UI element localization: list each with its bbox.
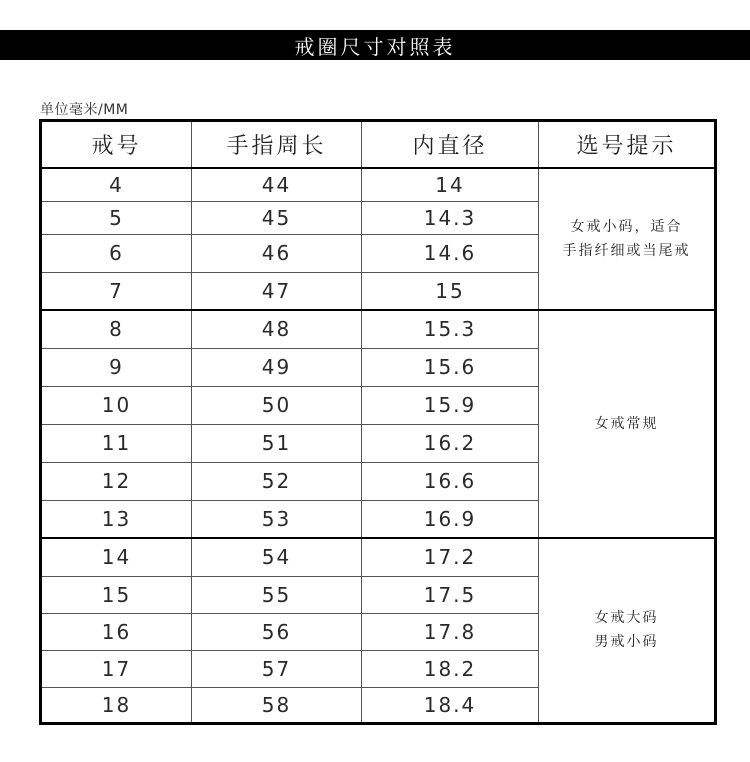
header-size-tip: 选号提示 [539, 121, 716, 169]
ring-size-cell: 8 [41, 310, 192, 348]
ring-size-cell: 5 [41, 201, 192, 234]
circumference-cell: 48 [192, 310, 362, 348]
diameter-cell: 17.8 [362, 613, 539, 650]
circumference-cell: 44 [192, 168, 362, 201]
diameter-cell: 14.3 [362, 201, 539, 234]
ring-size-cell: 13 [41, 500, 192, 538]
circumference-cell: 51 [192, 424, 362, 462]
diameter-cell: 18.2 [362, 650, 539, 687]
circumference-cell: 47 [192, 272, 362, 310]
table-row [41, 538, 716, 576]
circumference-cell: 58 [192, 687, 362, 723]
circumference-cell: 46 [192, 234, 362, 272]
ring-size-cell: 9 [41, 348, 192, 386]
diameter-cell: 17.2 [362, 538, 539, 576]
circumference-cell: 52 [192, 462, 362, 500]
diameter-cell: 15.6 [362, 348, 539, 386]
ring-size-cell: 4 [41, 168, 192, 201]
diameter-cell: 17.5 [362, 576, 539, 613]
diameter-cell: 14 [362, 168, 539, 201]
ring-size-cell: 17 [41, 650, 192, 687]
circumference-cell: 57 [192, 650, 362, 687]
diameter-cell: 14.6 [362, 234, 539, 272]
circumference-cell: 55 [192, 576, 362, 613]
size-tip-regular [539, 310, 716, 538]
unit-label: 单位毫米/MM [40, 102, 129, 118]
size-tip-large [539, 538, 716, 723]
diameter-cell: 16.6 [362, 462, 539, 500]
ring-size-cell: 15 [41, 576, 192, 613]
ring-size-cell: 7 [41, 272, 192, 310]
ring-size-cell: 16 [41, 613, 192, 650]
tip-line: 男戒小码 [594, 634, 659, 651]
circumference-cell: 56 [192, 613, 362, 650]
table-row [41, 310, 716, 348]
diameter-cell: 16.9 [362, 500, 539, 538]
size-tip-small [539, 168, 716, 310]
header-finger-circumference: 手指周长 [192, 121, 362, 169]
circumference-cell: 53 [192, 500, 362, 538]
tip-line: 女戒常规 [594, 416, 659, 432]
header-inner-diameter: 内直径 [362, 121, 539, 169]
diameter-cell: 18.4 [362, 687, 539, 723]
circumference-cell: 50 [192, 386, 362, 424]
tip-line: 女戒大码 [594, 610, 659, 627]
ring-size-table [39, 119, 717, 725]
diameter-cell: 15.3 [362, 310, 539, 348]
table-row [41, 168, 716, 201]
tip-line: 手指纤细或当尾戒 [562, 243, 691, 259]
circumference-cell: 54 [192, 538, 362, 576]
tip-line: 女戒小码，适合 [570, 219, 683, 235]
diameter-cell: 15.9 [362, 386, 539, 424]
table-header-row [41, 121, 716, 169]
circumference-cell: 49 [192, 348, 362, 386]
circumference-cell: 45 [192, 201, 362, 234]
header-ring-size: 戒号 [41, 121, 192, 169]
ring-size-cell: 10 [41, 386, 192, 424]
ring-size-cell: 6 [41, 234, 192, 272]
diameter-cell: 15 [362, 272, 539, 310]
ring-size-cell: 18 [41, 687, 192, 723]
ring-size-cell: 14 [41, 538, 192, 576]
ring-size-cell: 11 [41, 424, 192, 462]
diameter-cell: 16.2 [362, 424, 539, 462]
page-title: 戒圈尺寸对照表 [0, 30, 750, 60]
ring-size-cell: 12 [41, 462, 192, 500]
